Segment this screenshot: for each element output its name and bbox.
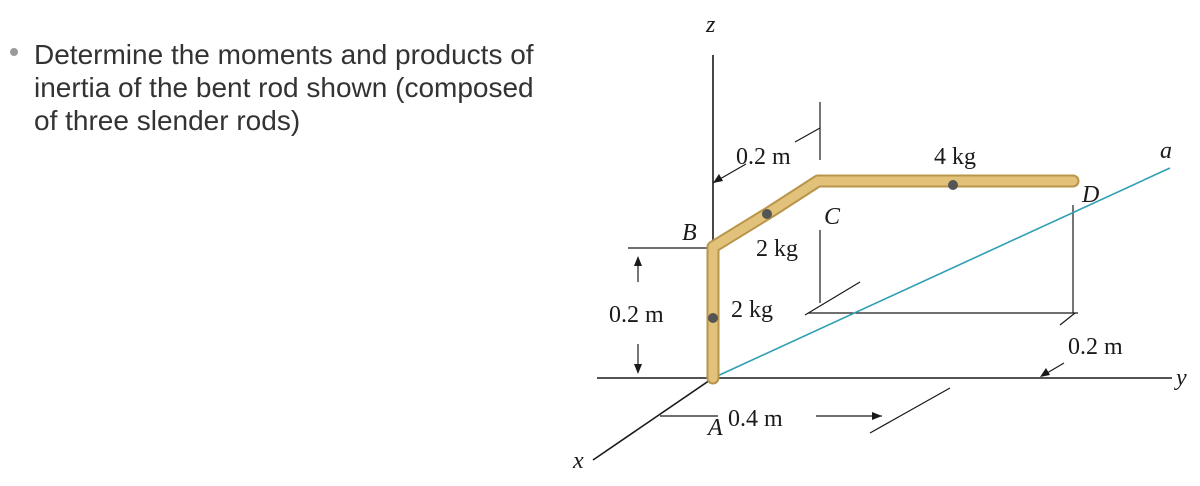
dim-top-lead-2 bbox=[795, 128, 820, 142]
dim-height-up-arrow-icon bbox=[634, 256, 642, 266]
dim-right-arrow-icon bbox=[1040, 368, 1050, 377]
problem-line-2: inertia of the bent rod shown (composed bbox=[34, 72, 534, 103]
x-axis-label: x bbox=[573, 448, 584, 474]
mass-center-ab-icon bbox=[708, 313, 718, 323]
mass-center-bc-icon bbox=[762, 209, 772, 219]
d-floor-tick bbox=[1060, 313, 1075, 325]
mass-center-cd-icon bbox=[948, 180, 958, 190]
point-d-label: D bbox=[1082, 182, 1100, 208]
point-a-label: A bbox=[708, 415, 723, 441]
point-c-label: C bbox=[824, 204, 841, 230]
mass-cd-label: 4 kg bbox=[934, 144, 976, 170]
dim-top-label: 0.2 m bbox=[736, 144, 791, 170]
problem-line-1: Determine the moments and products of bbox=[34, 39, 534, 70]
dim-04-label: 0.4 m bbox=[728, 406, 783, 432]
dim-right-label: 0.2 m bbox=[1068, 334, 1123, 360]
x-axis bbox=[593, 378, 713, 460]
dim-04-arrowhead-icon bbox=[872, 412, 882, 420]
y-axis-label: y bbox=[1176, 365, 1187, 391]
c-floor-line bbox=[805, 282, 860, 315]
dim-height-label: 0.2 m bbox=[609, 302, 664, 328]
point-b-label: B bbox=[682, 220, 697, 246]
dim-top-arrow-icon bbox=[713, 174, 723, 183]
z-axis-label: z bbox=[706, 12, 716, 38]
point-a-line-label: a bbox=[1160, 138, 1172, 164]
dim-04-end-line bbox=[870, 388, 950, 433]
mass-ab-label: 2 kg bbox=[731, 297, 773, 323]
mass-bc-label: 2 kg bbox=[756, 236, 798, 262]
dim-height-down-arrow-icon bbox=[634, 364, 642, 374]
problem-line-3: of three slender rods) bbox=[34, 105, 301, 136]
